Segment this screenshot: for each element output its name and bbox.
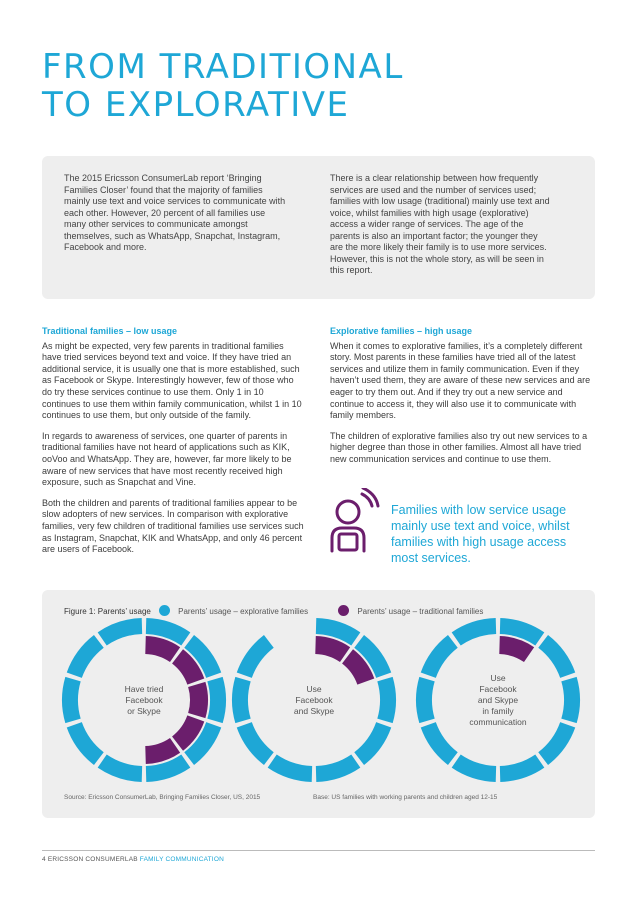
donut-center-label: Facebook bbox=[125, 695, 163, 705]
source-note: Source: Ericsson ConsumerLab, Bringing Families Closer, US, 2015 bbox=[64, 794, 261, 801]
explorative-paragraph-2: The children of explorative families also try out new services to a higher degree than those in other families. Almost all have tried new communication services and continue to use them. bbox=[330, 430, 588, 464]
traditional-segment bbox=[188, 682, 208, 718]
intro-box bbox=[42, 156, 595, 299]
explorative-segment bbox=[452, 754, 496, 782]
explorative-segment bbox=[354, 722, 391, 765]
explorative-segment bbox=[268, 754, 312, 782]
explorative-segment bbox=[67, 722, 104, 765]
explorative-section bbox=[330, 326, 595, 475]
intro-left-text: The 2015 Ericsson ConsumerLab report ‘Bringing Families Closer’ found that the majority of families mainly use text and voice services to communicate with each other. However, 20 percent of all families use many other services to communicate amongst themselves, such as WhatsApp, Snapchat, Instagram, Facebook and more. bbox=[64, 173, 286, 252]
figure-panel bbox=[42, 590, 595, 818]
donut-chart-use-facebook-skype bbox=[230, 616, 398, 784]
traditional-heading: Traditional families – low usage bbox=[42, 326, 178, 336]
explorative-segment bbox=[377, 677, 396, 723]
donut-center-label: communication bbox=[469, 717, 527, 727]
explorative-segment bbox=[538, 722, 575, 765]
explorative-segment bbox=[452, 618, 496, 646]
traditional-paragraph-3: Both the children and parents of traditional families appear to be slow adopters of new services. In comparison with explorative families, very few children of traditional families use services such as Instagram, Snapchat, KIK and WhatsApp, and only 46 percent are users of Facebook. bbox=[42, 497, 304, 555]
person-reading-tablet-icon bbox=[328, 488, 380, 554]
explorative-segment bbox=[421, 635, 458, 678]
explorative-segment bbox=[500, 754, 544, 782]
title-line-2: TO EXPLORATIVE bbox=[42, 85, 350, 125]
donut-center-label: Use bbox=[306, 684, 322, 694]
explorative-segment bbox=[67, 635, 104, 678]
base-note: Base: US families with working parents and children aged 12-15 bbox=[313, 794, 498, 801]
legend-label-traditional: Parents’ usage – traditional families bbox=[357, 607, 484, 616]
explorative-segment bbox=[98, 618, 142, 646]
explorative-segment bbox=[62, 677, 81, 723]
traditional-paragraph-1: As might be expected, very few parents in traditional families have tried services beyond text and voice. If they have tried an additional service, it is usually one that is more established, such as Facebook or Skype. Interestingly however, few of those who do try these services continue to use them. Only 1 in 10 continues to use them within family communication, whilst 1 in 10 continues to use them, but only outside of the family. bbox=[42, 340, 302, 421]
legend-swatch-traditional bbox=[338, 605, 349, 616]
footer-divider bbox=[42, 850, 595, 851]
donut-center-label: in family bbox=[482, 706, 514, 716]
explorative-segment bbox=[232, 677, 251, 723]
traditional-paragraph-2: In regards to awareness of services, one quarter of parents in traditional families have not heard of applications such as KIK, ooVoo and WhatsApp. They are, however, far more likely to be aware of new services that have most recently received high exposure, such as Snapchat and Vine. bbox=[42, 430, 292, 488]
donut-center-label: or Skype bbox=[127, 706, 161, 716]
donut-chart-have-tried bbox=[60, 616, 228, 784]
footer bbox=[42, 856, 224, 863]
explorative-segment bbox=[207, 677, 226, 723]
explorative-segment bbox=[538, 635, 575, 678]
donut-center-label: Have tried bbox=[124, 684, 164, 694]
donut-center-label: Facebook bbox=[295, 695, 333, 705]
donut-center-label: and Skype bbox=[293, 706, 335, 716]
legend-label-explorative: Parents’ usage – explorative families bbox=[178, 607, 309, 616]
donut-chart-use-in-family bbox=[414, 616, 582, 784]
explorative-segment bbox=[237, 722, 274, 765]
explorative-segment bbox=[98, 754, 142, 782]
donut-center-label: Facebook bbox=[479, 684, 517, 694]
explorative-segment bbox=[316, 754, 360, 782]
footer-section: FAMILY COMMUNICATION bbox=[139, 856, 224, 863]
pull-quote: Families with low service usage mainly use text and voice, whilst families with high usage access most services. bbox=[391, 503, 570, 565]
explorative-paragraph-1: When it comes to explorative families, it’s a completely different story. Most parents in these families have tried all of the latest services and utilize them in family communication. Even if they haven’t used them, they are aware of these new services and are eager to try them out. And if they try out a new service and continue to access it, they will also use it to communicate with family members. bbox=[330, 340, 591, 421]
figure-label: Figure 1: Parents’ usage bbox=[64, 607, 151, 616]
intro-right-text: There is a clear relationship between how frequently services are used and the number of services used; families with low usage (traditional) mainly use text and voice, whilst families with high usage (explorative) access a wider range of services. The age of the parents is also an important factor; the younger they are the more likely their family is to use more services. However, this is not the whole story, as will be seen in this report. bbox=[330, 173, 550, 275]
explorative-segment bbox=[416, 677, 435, 723]
traditional-section bbox=[42, 326, 304, 565]
explorative-segment bbox=[561, 677, 580, 723]
explorative-segment bbox=[421, 722, 458, 765]
page-title bbox=[42, 48, 602, 124]
legend-swatch-explorative bbox=[159, 605, 170, 616]
donut-center-label: Use bbox=[490, 673, 506, 683]
donut-center-label: and Skype bbox=[477, 695, 519, 705]
footer-prefix: 4 ERICSSON CONSUMERLAB bbox=[42, 856, 138, 863]
explorative-segment bbox=[237, 635, 274, 678]
explorative-heading: Explorative families – high usage bbox=[330, 326, 473, 336]
title-line-1: FROM TRADITIONAL bbox=[42, 47, 404, 87]
